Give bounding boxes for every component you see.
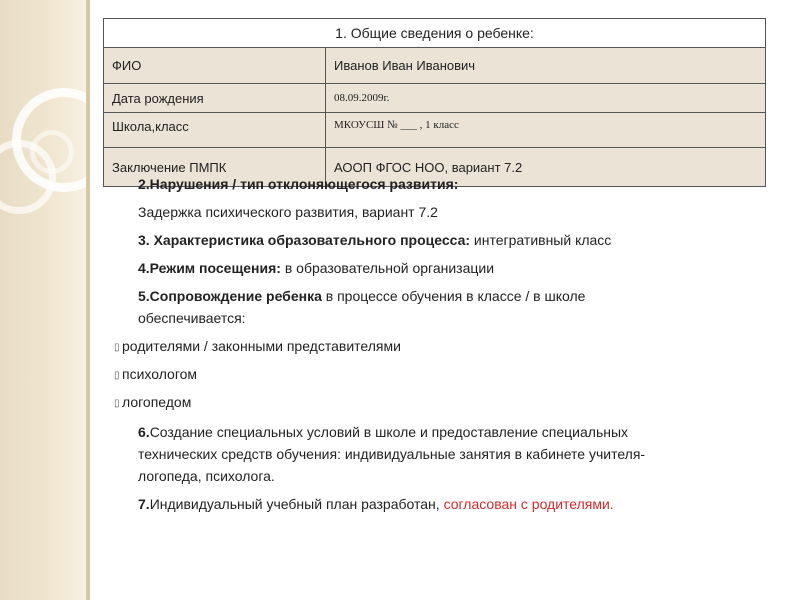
section-2-text: Задержка психического развития, вариант 7.2 xyxy=(138,204,438,220)
section-3-text: интегративный класс xyxy=(470,232,612,248)
section-3 xyxy=(138,232,611,248)
decorative-edge xyxy=(86,0,90,600)
section-4 xyxy=(138,260,494,276)
section-6-number: 6. xyxy=(138,424,150,440)
section-2-heading: 2.Нарушения / тип отклоняющегося развития: xyxy=(138,176,459,192)
section-5 xyxy=(138,288,585,304)
list-item-text: психологом xyxy=(122,366,198,382)
section-6-line3: логопеда, психолога. xyxy=(138,468,275,484)
bullet-icon: ▯ xyxy=(114,370,120,381)
table-header-row xyxy=(104,19,766,48)
bullet-icon: ▯ xyxy=(114,342,120,353)
section-4-text: в образовательной организации xyxy=(280,260,495,276)
child-info-table xyxy=(103,18,766,187)
decorative-ring xyxy=(30,130,74,174)
section-5-continuation: обеспечивается: xyxy=(138,310,246,326)
bullet-icon: ▯ xyxy=(114,398,120,409)
section-2-title xyxy=(138,176,458,192)
section-5-text: в процессе обучения в классе / в школе xyxy=(321,288,586,304)
section-6-line1 xyxy=(138,424,628,440)
row-label: Школа,класс xyxy=(104,113,326,148)
row-value: Иванов Иван Иванович xyxy=(326,48,766,84)
list-item-text: логопедом xyxy=(122,394,192,410)
section-7-number: 7. xyxy=(138,496,150,512)
list-item xyxy=(114,394,191,410)
table-row xyxy=(104,48,766,84)
row-value: МКОУСШ № ___ , 1 класс xyxy=(326,113,766,148)
section-6-line2: технических средств обучения: индивидуальные занятия в кабинете учителя- xyxy=(138,446,646,462)
table-header: 1. Общие сведения о ребенке: xyxy=(104,19,766,48)
decorative-sidebar xyxy=(0,0,90,600)
table-row xyxy=(104,84,766,113)
row-label: ФИО xyxy=(104,48,326,84)
row-value: 08.09.2009г. xyxy=(326,84,766,113)
table-row xyxy=(104,113,766,148)
list-item-text: родителями / законными представителями xyxy=(122,338,401,354)
list-item xyxy=(114,366,197,382)
row-label: Заключение ПМПК xyxy=(104,148,326,187)
section-6-text: Создание специальных условий в школе и предоставление специальных xyxy=(149,424,629,440)
section-3-heading: 3. Характеристика образовательного процесса: xyxy=(138,232,471,248)
row-value: АООП ФГОС НОО, вариант 7.2 xyxy=(326,148,766,187)
section-7-text: Индивидуальный учебный план разработан, xyxy=(149,496,444,512)
section-4-heading: 4.Режим посещения: xyxy=(138,260,281,276)
section-7 xyxy=(138,496,614,512)
section-7-highlight: согласован с родителями. xyxy=(443,496,614,512)
section-5-heading: 5.Сопровождение ребенка xyxy=(138,288,322,304)
row-label: Дата рождения xyxy=(104,84,326,113)
list-item xyxy=(114,338,401,354)
